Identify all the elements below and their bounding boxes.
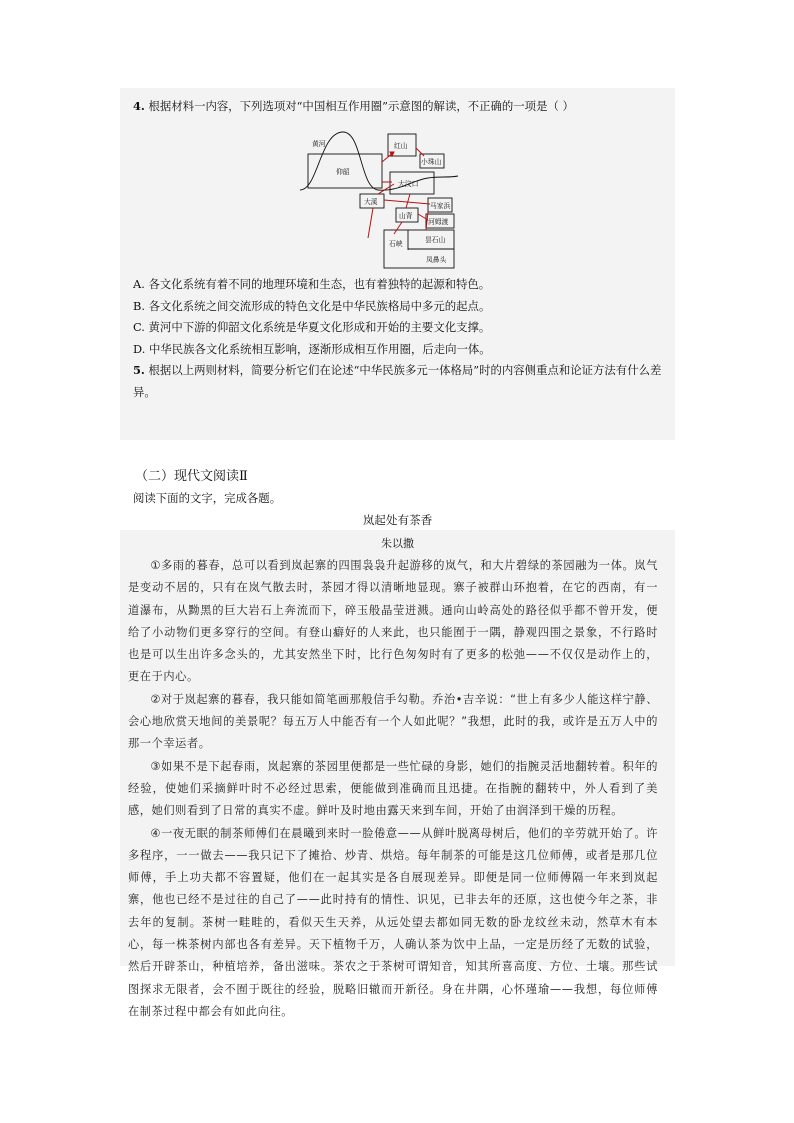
option-c: C. 黄河中下游的仰韶文化系统是华夏文化形成和开始的主要文化支撑。	[133, 320, 491, 334]
passage-author: 朱以撒	[381, 537, 414, 550]
label-hongshan: 红山	[394, 142, 408, 150]
option-d: D. 中华民族各文化系统相互影响，逐渐形成相互作用圈，后走向一体。	[133, 342, 491, 356]
section-heading: （二）现代文阅读Ⅱ	[135, 469, 248, 484]
question-5-stem	[133, 362, 673, 378]
question-5-text-cont: 异。	[133, 385, 156, 399]
paragraph-3: ③如果不是下起春雨，岚起寨的茶园里便都是一些忙碌的身影，她们的指腕灵活地翻转着。积年的经验，使她们采摘鲜叶时不必经过思索，便能做到准确而且迅捷。在指腕的翻转中，外人看到了美感，她们则看到了日常的真实不虚。鲜叶及时地由露天来到车间，开始了由润泽到干燥的历程。	[128, 759, 658, 818]
question-5-number: 5.	[133, 363, 145, 377]
label-yangshao: 仰韶	[336, 168, 350, 176]
paragraph-4: ④一夜无眠的制茶师傅们在晨曦到来时一脸倦意——从鲜叶脱离母树后，他们的辛劳就开始了。许多程序，一一做去——我只记下了摊拾、炒青、烘焙。每年制茶的可能是这几位师傅，或者是那几位师傅，手上功夫都不容置疑，他们在一起其实是各自展现差异。即便是同一位师傅隔一年来到岚起寨，他也已经不是过往的自己了——此时持有的情性、识见，已非去年的还原，这也使今年之茶，非去年的复制。茶树一畦畦的，看似天生天养，从远处望去都如同无数的卧龙纹丝未动，然草木有本心，每一株茶树内部也各有差异。天下植物千万，人确认茶为饮中上品，一定是历经了无数的试验，然后开辟茶山，种植培养，备出滋味。茶农之于茶树可谓知音，知其所喜高度、方位、土壤。那些试图探求无限者，会不囿于既往的经验，脱略旧辙而开新径。身在井隅，心怀瑾瑜——我想，每位师傅在制茶过程中都会有如此向往。	[128, 826, 658, 1018]
label-daxi: 大溪	[364, 198, 378, 206]
option-b: B. 各文化系统之间交流形成的特色文化是中华民族格局中多元的起点。	[133, 299, 491, 313]
question-4-stem	[133, 98, 673, 114]
paragraph-1: ①多雨的暮春，总可以看到岚起寨的四围袅袅升起游移的岚气，和大片碧绿的茶园融为一体。岚气是变动不居的，只有在岚气散去时，茶园才得以清晰地显现。寨子被群山环抱着，在它的西南，有一道瀑布，从黝黑的巨大岩石上奔流而下，碎玉般晶莹迸溅。通向山岭高处的路径似乎都不曾开发，便给了小动物们更多穿行的空间。有登山癖好的人来此，也只能囿于一隅，静观四围之景象，不行路时也是可以生出许多念头的，尤其安然坐下时，比行色匆匆时有了更多的松弛——不仅仅是动作上的，更在于内心。	[128, 559, 658, 684]
section-instruction: 阅读下面的文字，完成各题。	[133, 491, 282, 505]
label-fengbitou: 凤鼻头	[426, 256, 447, 264]
label-dawenkou: 大汶口	[398, 180, 419, 188]
label-hemudu: 河姆渡	[428, 218, 449, 226]
label-shanbei: 山背	[399, 212, 413, 220]
label-tanshishan: 昙石山	[425, 236, 446, 244]
interaction-circle-diagram	[298, 130, 463, 272]
label-majiabang: 马家浜	[430, 202, 451, 210]
label-xiaozhushan: 小珠山	[421, 158, 442, 166]
passage-body	[128, 555, 658, 1023]
passage-title: 岚起处有茶香	[362, 513, 433, 527]
question-4-text: 根据材料一内容，下列选项对“中国相互作用圈”示意图的解读，不正确的一项是（ ）	[148, 99, 574, 113]
question-5-text: 根据以上两则材料，简要分析它们在论述“中华民族多元一体格局”时的内容侧重点和论证方法有什么差	[148, 363, 662, 377]
label-shixia: 石峡	[389, 240, 403, 248]
label-huanghe: 黄河	[312, 140, 326, 148]
question-4-number: 4.	[133, 99, 145, 113]
option-a: A. 各文化系统有着不同的地理环境和生态，也有着独特的起源和特色。	[133, 277, 491, 291]
paragraph-2: ②对于岚起寨的暮春，我只能如简笔画那般信手勾勒。乔治•吉辛说：“世上有多少人能这样宁静、会心地欣赏天地间的美景呢？每五万人中能否有一个人如此呢？”我想，此时的我，或许是五万人中的那一个幸运者。	[128, 692, 658, 751]
